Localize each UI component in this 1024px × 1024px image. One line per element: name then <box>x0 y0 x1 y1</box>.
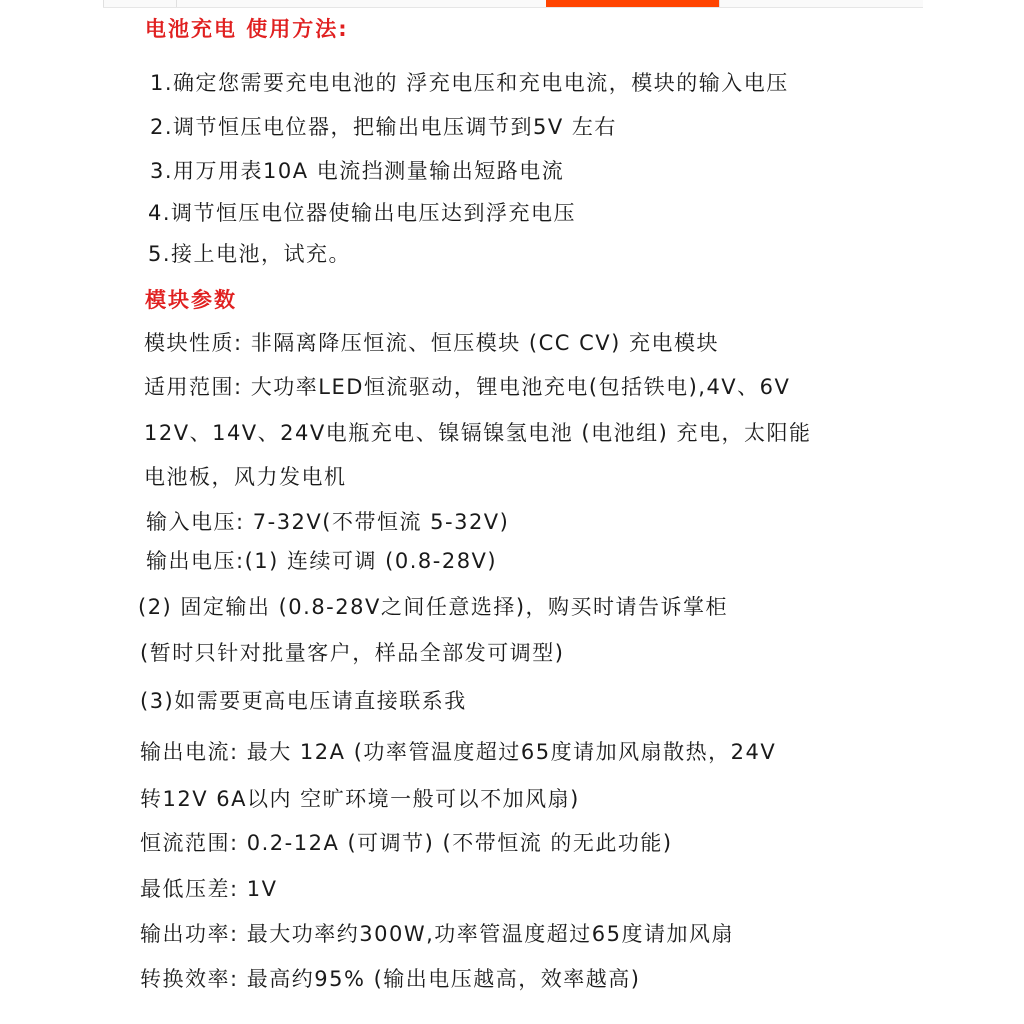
usage-step: 2.调节恒压电位器，把输出电压调节到5V 左右 <box>150 115 617 139</box>
param-line: 输入电压: 7-32V(不带恒流 5-32V) <box>146 510 510 534</box>
param-line: (3)如需要更高电压请直接联系我 <box>140 689 467 713</box>
usage-step: 5.接上电池，试充。 <box>148 242 352 266</box>
param-line: 模块性质: 非隔离降压恒流、恒压模块 (CC CV) 充电模块 <box>144 331 720 355</box>
param-line: (暂时只针对批量客户，样品全部发可调型) <box>140 641 565 665</box>
usage-step: 4.调节恒压电位器使输出电压达到浮充电压 <box>148 201 577 225</box>
param-line: 输出功率: 最大功率约300W,功率管温度超过65度请加风扇 <box>140 922 734 946</box>
param-line: 适用范围: 大功率LED恒流驱动，锂电池充电(包括铁电),4V、6V <box>144 375 791 399</box>
param-line: 恒流范围: 0.2-12A (可调节) (不带恒流 的无此功能) <box>140 831 673 855</box>
param-line: (2) 固定输出 (0.8-28V之间任意选择)，购买时请告诉掌柜 <box>138 595 729 619</box>
param-line: 转12V 6A以内 空旷环境一般可以不加风扇) <box>140 787 580 811</box>
param-line: 12V、14V、24V电瓶充电、镍镉镍氢电池 (电池组) 充电，太阳能 <box>144 421 812 445</box>
top-tab-strip <box>103 0 923 8</box>
usage-step: 1.确定您需要充电电池的 浮充电压和充电电流，模块的输入电压 <box>150 71 789 95</box>
param-line: 输出电流: 最大 12A (功率管温度超过65度请加风扇散热，24V <box>140 740 777 764</box>
param-line: 最低压差: 1V <box>140 877 278 901</box>
param-line: 电池板，风力发电机 <box>144 465 347 489</box>
tab-divider <box>176 0 177 7</box>
params-heading: 模块参数 <box>145 288 237 312</box>
param-line: 输出电压:(1) 连续可调 (0.8-28V) <box>146 549 498 573</box>
active-tab-indicator <box>546 0 719 7</box>
tab-divider <box>103 0 104 7</box>
tab-divider <box>719 0 720 7</box>
usage-step: 3.用万用表10A 电流挡测量输出短路电流 <box>150 159 565 183</box>
param-line: 转换效率: 最高约95% (输出电压越高，效率越高) <box>140 967 641 991</box>
usage-heading: 电池充电 使用方法: <box>145 17 349 41</box>
